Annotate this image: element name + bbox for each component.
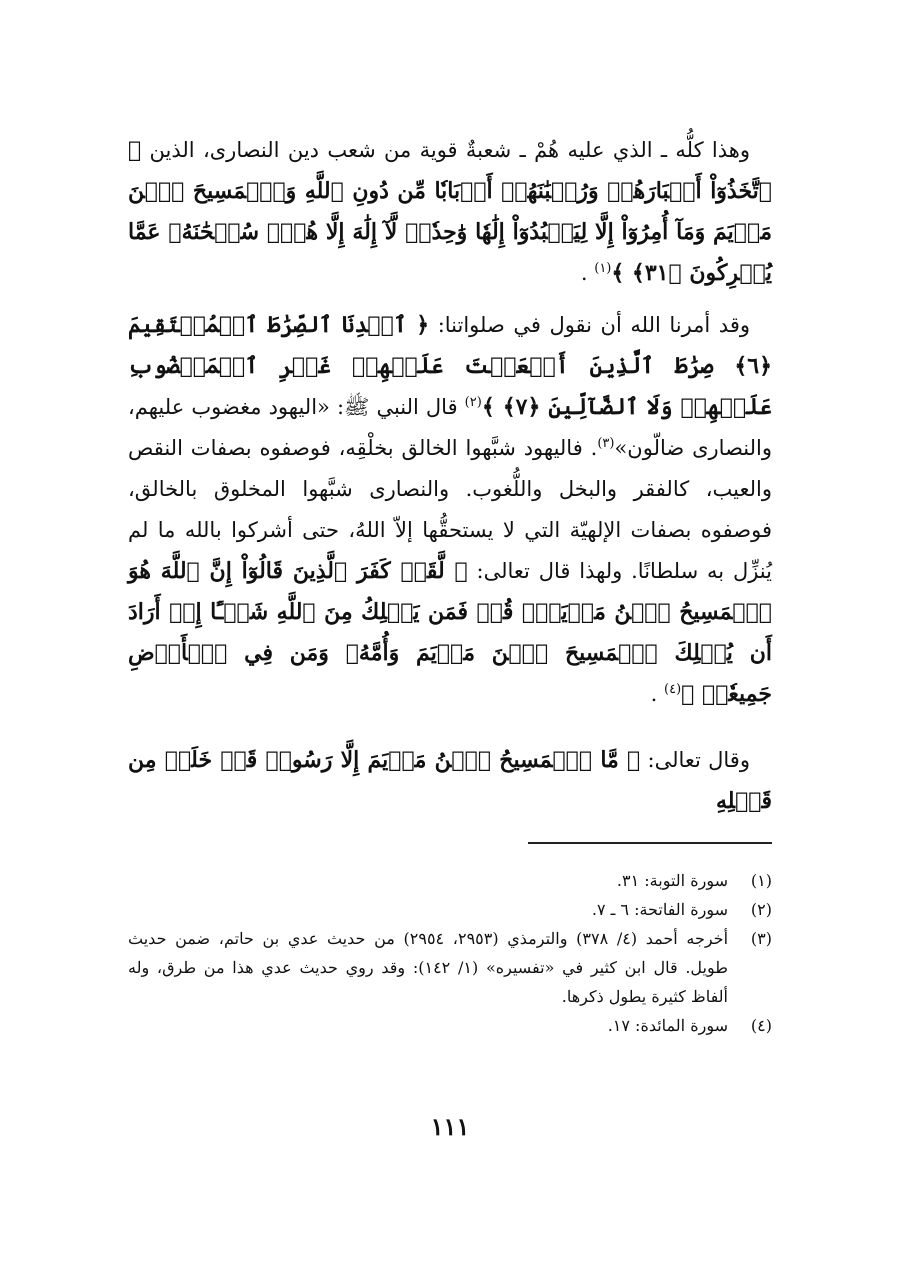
- paragraph-2: [128, 305, 772, 715]
- footnote-text: سورة الفاتحة: ٦ ـ ٧.: [591, 900, 728, 919]
- footnote-2: [128, 895, 772, 924]
- p2-text-3: . فاليهود شبَّهوا الخالق بخلْقِه، فوصفوه بصفات النقص والعيب، كالفقر والبخل واللُّغوب. والنصارى شبَّهوا المخلوق بالخالق، فوصفوه بصفات الإلهيّة التي لا يستحقُّها إلاّ اللهُ، حتى أشركوا بالله ما لم يُنزِّل به سلطانًا. ولهذا قال تعالى:: [128, 436, 772, 583]
- footnote-number: (٢): [750, 900, 772, 919]
- footnote-text: سورة المائدة: ١٧.: [607, 1016, 728, 1035]
- footnote-separator: [528, 842, 772, 844]
- footnote-text: أخرجه أحمد (٤/ ٣٧٨) والترمذي (٢٩٥٣، ٢٩٥٤) من حديث عدي بن حاتم، ضمن حديث طويل. قال ابن كثير في «تفسيره» (١/ ١٤٢): وقد روي حديث عدي هذا من طرق، وله ألفاظ كثيرة يطول ذكرها.: [128, 929, 729, 1006]
- p3-text-1: وقال تعالى:: [640, 748, 750, 772]
- p2-text-4: .: [650, 682, 665, 706]
- footnote-ref-2: (٢): [464, 395, 482, 410]
- p2-text-2: قال النبي ﷺ: «اليهود مغضوب عليهم، والنصارى ضالّون»: [128, 395, 772, 460]
- footnote-number: (٣): [750, 929, 772, 948]
- footnote-1: [128, 866, 772, 895]
- footnote-number: (١): [750, 871, 772, 890]
- p2-text-1: وقد أمرنا الله أن نقول في صلواتنا:: [429, 313, 750, 337]
- footnote-ref-1: (١): [594, 261, 612, 276]
- footnote-ref-3: (٣): [597, 436, 615, 451]
- quran-verse-maidah-75: ﴿ مَّا ٱلۡمَسِيحُ ٱبۡنُ مَرۡيَمَ إِلَّا رَسُولٞ قَدۡ خَلَتۡ مِن قَبۡلِهِ: [128, 747, 772, 814]
- quran-verse-fatiha-6-7: ﴿ ٱهۡدِنَا ٱلصِّرَٰطَ ٱلۡمُسۡتَقِيمَ ﴿٦﴾ صِرَٰطَ ٱلَّذِينَ أَنۡعَمۡتَ عَلَيۡهِمۡ غَيۡرِ ٱلۡمَغۡضُوبِ عَلَيۡهِمۡ وَلَا ٱلضَّآلِّينَ ﴿٧﴾ ﴾: [128, 312, 772, 420]
- page-number: ١١١: [430, 1112, 470, 1141]
- paragraph-1: [128, 130, 772, 294]
- footnote-4: [128, 1011, 772, 1040]
- footnote-3: [128, 924, 772, 1011]
- footnotes: [128, 866, 772, 1040]
- p1-text-1: وهذا كلُّه ـ الذي عليه هُمْ ـ شعبةٌ قوية من شعب دين النصارى، الذين: [141, 138, 750, 162]
- quran-verse-tawbah-31: ﴿ ٱتَّخَذُوٓاْ أَحۡبَارَهُمۡ وَرُهۡبَٰنَهُمۡ أَرۡبَابٗا مِّن دُونِ ٱللَّهِ وَٱلۡمَسِيحَ ٱبۡنَ مَرۡيَمَ وَمَآ أُمِرُوٓاْ إِلَّا لِيَعۡبُدُوٓاْ إِلَٰهٗا وَٰحِدٗاۖ لَّآ إِلَٰهَ إِلَّا هُوَۚ سُبۡحَٰنَهُۥ عَمَّا يُشۡرِكُونَ ﴿٣١﴾ ﴾: [128, 137, 772, 286]
- paragraph-3: [128, 740, 772, 822]
- footnote-text: سورة التوبة: ٣١.: [616, 871, 728, 890]
- quran-verse-maidah-17: ﴿ لَّقَدۡ كَفَرَ ٱلَّذِينَ قَالُوٓاْ إِنَّ ٱللَّهَ هُوَ ٱلۡمَسِيحُ ٱبۡنُ مَرۡيَمَۚ قُلۡ فَمَن يَمۡلِكُ مِنَ ٱللَّهِ شَيۡـًٔا إِنۡ أَرَادَ أَن يُهۡلِكَ ٱلۡمَسِيحَ ٱبۡنَ مَرۡيَمَ وَأُمَّهُۥ وَمَن فِي ٱلۡأَرۡضِ جَمِيعٗاۗ ﴾: [128, 558, 772, 707]
- footnote-ref-4: (٤): [664, 682, 682, 697]
- footnote-number: (٤): [750, 1016, 772, 1035]
- p1-text-2: .: [580, 261, 595, 285]
